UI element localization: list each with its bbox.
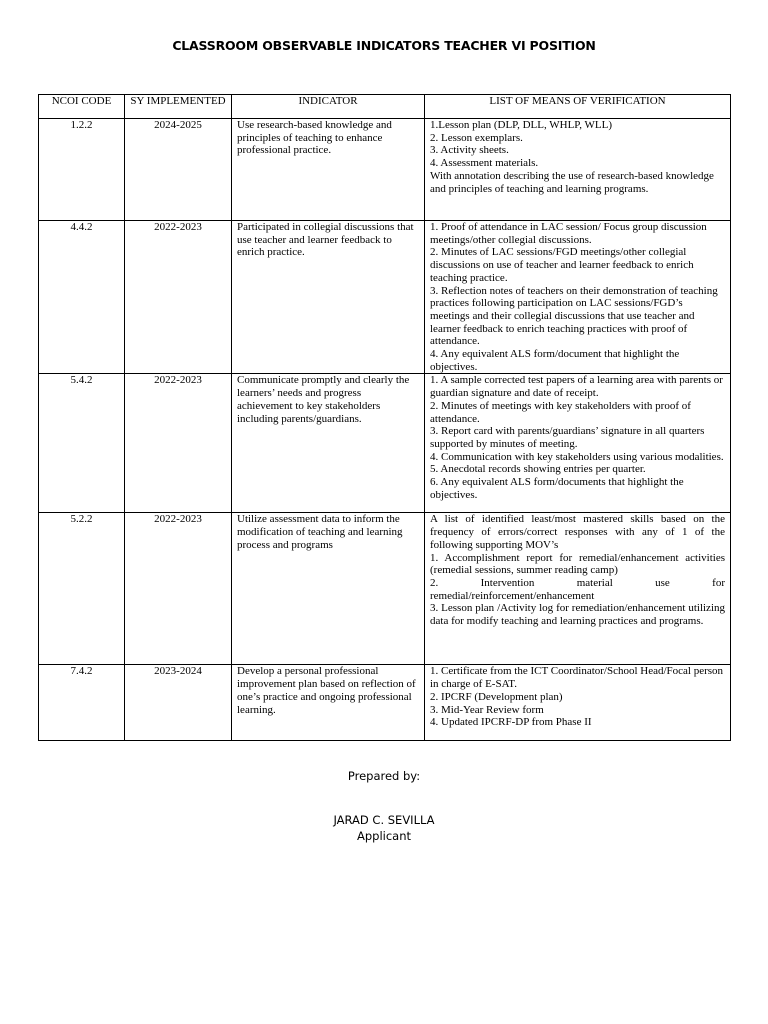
header-means-of-verification: LIST OF MEANS OF VERIFICATION [425,95,731,119]
sy-cell: 2023-2024 [125,665,232,741]
mov-item: 3. Reflection notes of teachers on their demonstration of teaching practices following participation on LAC sessions/FGD’s meetings and their collegial discussions that use teacher and learner feedback to enrich teaching practices with proof of attendance. [430,284,718,348]
signatory-role: Applicant [356,829,412,843]
mov-cell [425,221,731,374]
mov-item: 3. Report card with parents/guardians’ signature in all quarters supported by minutes of meeting. [430,425,705,450]
sy-cell: 2022-2023 [125,513,232,665]
sy-cell: 2022-2023 [125,221,232,374]
prepared-by-label: Prepared by: [347,769,421,783]
mov-item: With annotation describing the use of research-based knowledge and principles of teaching and learning programs. [430,169,714,195]
mov-item: 4. Communication with key stakeholders using various modalities. [430,450,724,463]
mov-item: 2. Lesson exemplars. [430,131,523,144]
indicator-cell: Utilize assessment data to inform the modification of teaching and learning process and programs [232,513,425,665]
mov-cell [425,513,731,665]
mov-item: 4. Updated IPCRF-DP from Phase II [430,716,592,729]
mov-cell [425,119,731,221]
mov-item: 1. Certificate from the ICT Coordinator/School Head/Focal person in charge of E-SAT. [430,665,724,691]
header-indicator: INDICATOR [232,95,425,119]
page-title: CLASSROOM OBSERVABLE INDICATORS TEACHER VI POSITION [172,38,596,53]
mov-cell [425,374,731,513]
table-row [39,374,731,513]
sy-cell: 2022-2023 [125,374,232,513]
mov-item: 2. Intervention material use for remedial/reinforcement/enhancement [430,576,725,602]
indicator-cell: Participated in collegial discussions that use teacher and learner feedback to enrich practice. [232,221,425,374]
header-ncoi-code: NCOI CODE [39,95,125,119]
mov-item: 6. Any equivalent ALS form/documents that highlight the objectives. [430,476,684,501]
mov-item: 3. Mid-Year Review form [430,703,544,716]
mov-item: 1. Proof of attendance in LAC session/ Focus group discussion meetings/other collegial discussions. [430,221,707,246]
sy-cell: 2024-2025 [125,119,232,221]
mov-item: 2. IPCRF (Development plan) [430,690,563,703]
ncoi-code-cell: 1.2.2 [39,119,125,221]
ncoi-code-cell: 5.2.2 [39,513,125,665]
mov-cell [425,665,731,741]
table-row [39,221,731,374]
mov-item: 1. Accomplishment report for remedial/enhancement activities (remedial sessions, summer reading camp) [430,551,725,577]
ncoi-code-cell: 4.4.2 [39,221,125,374]
mov-item: 1. A sample corrected test papers of a learning area with parents or guardian signature and date of receipt. [430,374,723,400]
indicator-cell: Develop a personal professional improvement plan based on reflection of one’s practice and ongoing professional learning. [232,665,425,741]
mov-item: 2. Minutes of LAC sessions/FGD meetings/other collegial discussions on use of teacher and learner feedback to enrich teaching practice. [430,246,694,284]
mov-item: 3. Activity sheets. [430,144,509,157]
ncoi-code-cell: 5.4.2 [39,374,125,513]
table-row [39,119,731,221]
mov-item: 2. Minutes of meetings with key stakeholders with proof of attendance. [430,399,691,425]
ncoi-code-cell: 7.4.2 [39,665,125,741]
mov-item: 3. Lesson plan /Activity log for remediation/enhancement utilizing data for modify teaching and learning practices and programs. [430,602,725,628]
table-header-row [39,95,731,119]
indicator-cell: Communicate promptly and clearly the learners’ needs and progress achievement to key stakeholders including parents/guardians. [232,374,425,513]
header-sy-implemented: SY IMPLEMENTED [125,95,232,119]
mov-item: 5. Anecdotal records showing entries per quarter. [430,463,646,476]
mov-item: A list of identified least/most mastered skills based on the frequency of errors/correct responses with any of 1 of the following supporting MOV’s [430,513,725,551]
mov-item: 1.Lesson plan (DLP, DLL, WHLP, WLL) [430,119,612,131]
signatory-name: JARAD C. SEVILLA [333,813,435,827]
table-row [39,665,731,741]
mov-item: 4. Any equivalent ALS form/document that highlight the objectives. [430,348,680,373]
mov-item: 4. Assessment materials. [430,157,539,170]
indicator-cell: Use research-based knowledge and principles of teaching to enhance professional practice. [232,119,425,221]
table-row [39,513,731,665]
indicators-table [38,94,731,741]
